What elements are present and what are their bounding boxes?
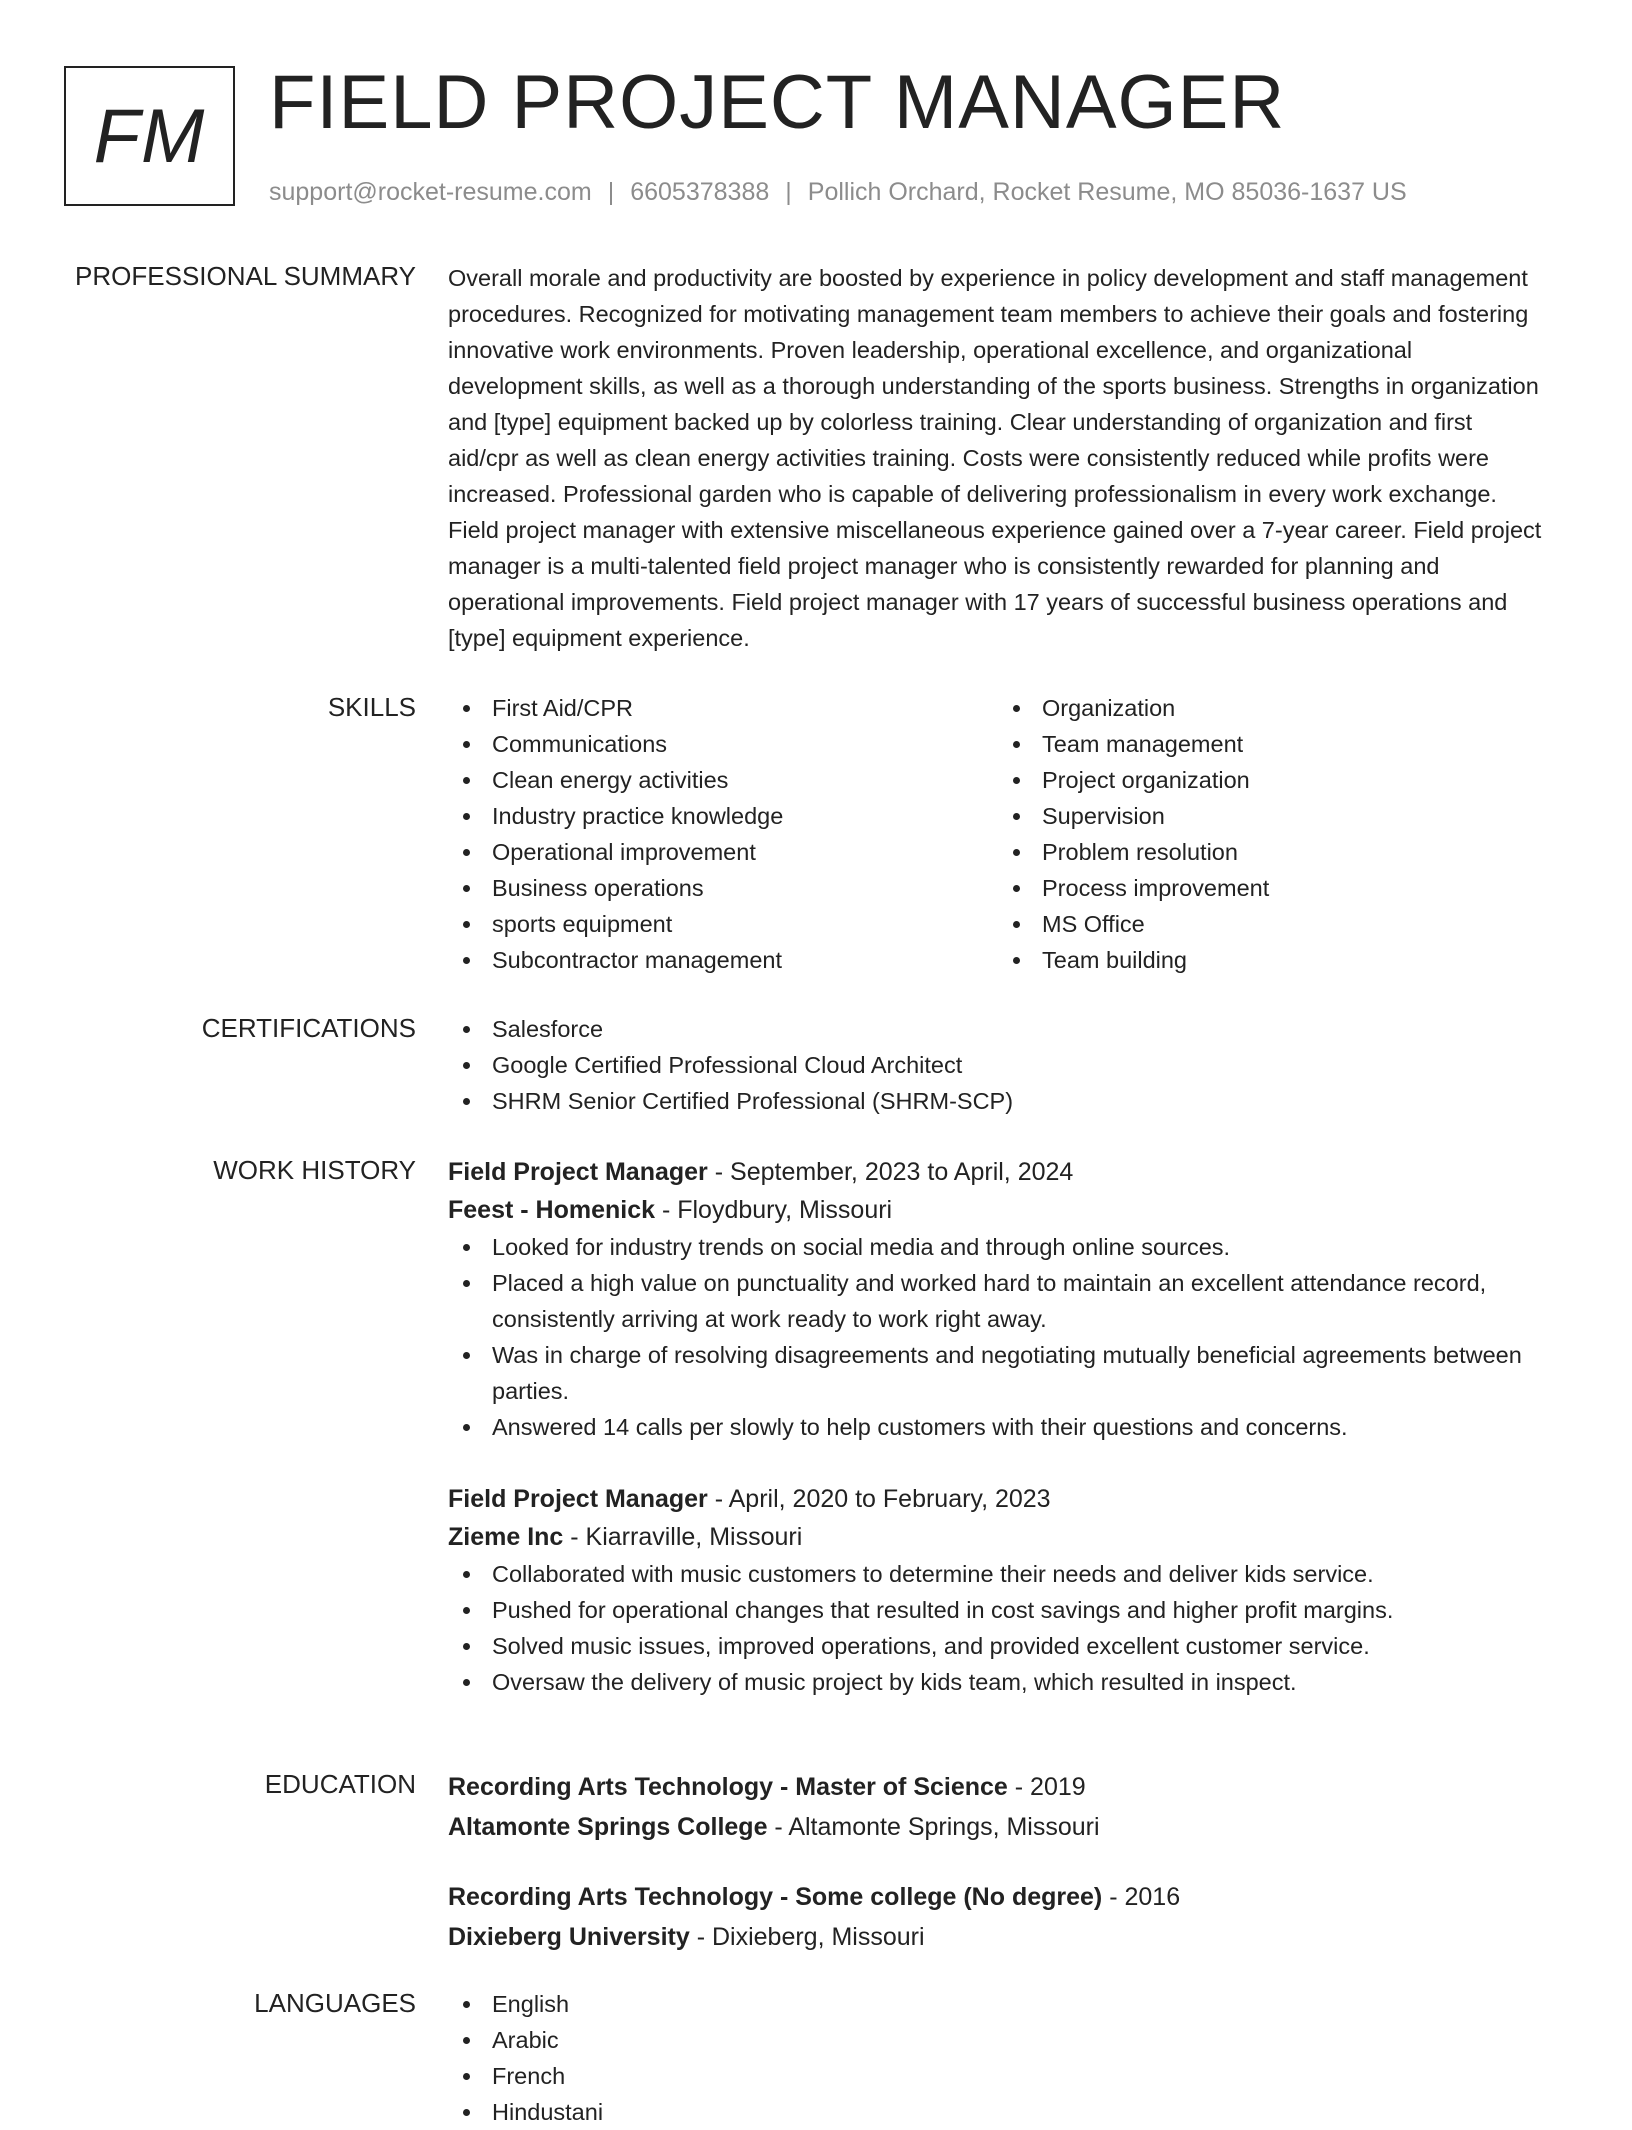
section-heading-summary: PROFESSIONAL SUMMARY (75, 261, 416, 291)
certification-item: SHRM Senior Certified Professional (SHRM-SCP) (448, 1083, 1548, 1119)
education-location: - Dixieberg, Missouri (689, 1923, 925, 1951)
skill-item: Industry practice knowledge (448, 798, 998, 834)
job-dates: - April, 2020 to February, 2023 (707, 1485, 1051, 1513)
skills-list-right (998, 690, 1548, 978)
job-duty: Oversaw the delivery of music project by kids team, which resulted in inspect. (448, 1664, 1548, 1700)
skill-item: Problem resolution (998, 834, 1548, 870)
job-title-line (448, 1153, 1548, 1191)
skill-item: Team management (998, 726, 1548, 762)
skill-item: MS Office (998, 906, 1548, 942)
language-item: English (448, 1986, 1548, 2022)
certification-item: Salesforce (448, 1011, 1548, 1047)
job-title: Field Project Manager (448, 1158, 708, 1186)
certification-item: Google Certified Professional Cloud Architect (448, 1047, 1548, 1083)
skill-item: Project organization (998, 762, 1548, 798)
job-location: - Kiarraville, Missouri (563, 1523, 803, 1551)
job-dates: - September, 2023 to April, 2024 (707, 1158, 1074, 1186)
job-duty: Solved music issues, improved operations, and provided excellent customer service. (448, 1628, 1548, 1664)
skill-item: Process improvement (998, 870, 1548, 906)
language-item: Hindustani (448, 2094, 1548, 2130)
skill-item: Supervision (998, 798, 1548, 834)
job-entry (448, 1480, 1548, 1700)
languages-list (448, 1986, 1548, 2130)
education-school: Altamonte Springs College (448, 1813, 768, 1841)
summary-text: Overall morale and productivity are boosted by experience in policy development and staff management procedures. Recognized for motivating management team members to achieve their goals and fostering innovative work environments. Proven leadership, operational excellence, and organizational development skills, as well as a thorough understanding of the sports business. Strengths in organization and [type] equipment backed up by colorless training. Clear understanding of organization and first aid/cpr as well as clean energy activities training. Costs were consistently reduced while profits were increased. Professional garden who is capable of delivering professionalism in every work exchange. Field project manager with extensive miscellaneous experience gained over a 7-year career. Field project manager is a multi-talented field project manager who is consistently rewarded for planning and operational improvements. Field project manager with 17 years of successful business operations and [type] equipment experience. (448, 265, 1542, 651)
education-school-line (448, 1807, 1548, 1847)
education-degree-line (448, 1767, 1548, 1807)
contact-separator: | (607, 178, 615, 206)
contact-separator: | (785, 178, 792, 206)
education-entry (448, 1767, 1548, 1847)
contact-address: Pollich Orchard, Rocket Resume, MO 85036-1637 US (807, 178, 1407, 206)
contact-phone: 6605378388 (630, 178, 770, 206)
language-item: French (448, 2058, 1548, 2094)
section-heading-education: EDUCATION (264, 1769, 416, 1799)
skill-item: Team building (998, 942, 1548, 978)
job-duty: Pushed for operational changes that resulted in cost savings and higher profit margins. (448, 1592, 1548, 1628)
certifications-list (448, 1011, 1548, 1119)
skills-list-left (448, 690, 998, 978)
resume-title: FIELD PROJECT MANAGER (269, 60, 1286, 145)
job-title-line (448, 1480, 1548, 1518)
section-heading-work-history: WORK HISTORY (213, 1155, 416, 1185)
job-company: Feest - Homenick (448, 1196, 656, 1224)
language-item: Arabic (448, 2022, 1548, 2058)
skill-item: sports equipment (448, 906, 998, 942)
job-entry (448, 1153, 1548, 1445)
skills-grid (448, 690, 1548, 978)
education-entry (448, 1877, 1548, 1957)
skill-item: First Aid/CPR (448, 690, 998, 726)
job-duty: Placed a high value on punctuality and worked hard to maintain an excellent attendance record, consistently arriving at work ready to work right away. (448, 1265, 1548, 1337)
job-location: - Floydbury, Missouri (655, 1196, 893, 1224)
job-duty: Was in charge of resolving disagreements and negotiating mutually beneficial agreements between parties. (448, 1337, 1548, 1409)
skill-item: Operational improvement (448, 834, 998, 870)
job-duty: Collaborated with music customers to determine their needs and deliver kids service. (448, 1556, 1548, 1592)
skill-item: Subcontractor management (448, 942, 998, 978)
education-year: - 2016 (1102, 1883, 1181, 1911)
education-degree: Recording Arts Technology - Master of Science (448, 1773, 1008, 1801)
job-duties-list (448, 1556, 1548, 1700)
section-heading-languages: LANGUAGES (254, 1988, 416, 2018)
job-company: Zieme Inc (448, 1523, 564, 1551)
skill-item: Clean energy activities (448, 762, 998, 798)
section-heading-skills: SKILLS (327, 692, 416, 722)
contact-line (269, 176, 1407, 208)
education-degree-line (448, 1877, 1548, 1917)
monogram-logo: FM (64, 66, 235, 206)
job-duty: Answered 14 calls per slowly to help customers with their questions and concerns. (448, 1409, 1548, 1445)
job-company-line (448, 1191, 1548, 1229)
job-title: Field Project Manager (448, 1485, 708, 1513)
job-duties-list (448, 1229, 1548, 1445)
section-heading-certifications: CERTIFICATIONS (201, 1013, 416, 1043)
skill-item: Communications (448, 726, 998, 762)
education-location: - Altamonte Springs, Missouri (767, 1813, 1100, 1841)
skill-item: Organization (998, 690, 1548, 726)
contact-email: support@rocket-resume.com (269, 178, 592, 206)
job-company-line (448, 1518, 1548, 1556)
education-school-line (448, 1917, 1548, 1957)
education-school: Dixieberg University (448, 1923, 690, 1951)
education-degree: Recording Arts Technology - Some college (No degree) (448, 1883, 1103, 1911)
skill-item: Business operations (448, 870, 998, 906)
education-year: - 2019 (1007, 1773, 1086, 1801)
job-duty: Looked for industry trends on social media and through online sources. (448, 1229, 1548, 1265)
